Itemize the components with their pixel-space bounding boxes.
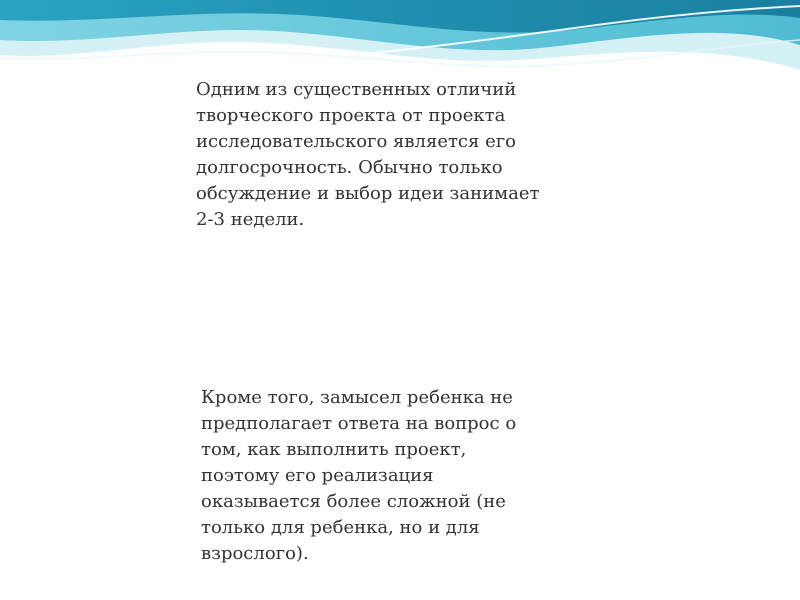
paragraph-1: Одним из существенных отличий творческого проекта от проекта исследовательского является его долгосрочность. Обычно только обсуждение и выбор идеи занимает 2-3 недели.: [196, 79, 540, 230]
paragraph-2: Кроме того, замысел ребенка не предполагает ответа на вопрос о том, как выполнить проект, поэтому его реализация оказывается более сложной (не только для ребенка, но и для взрослого).: [201, 387, 517, 564]
